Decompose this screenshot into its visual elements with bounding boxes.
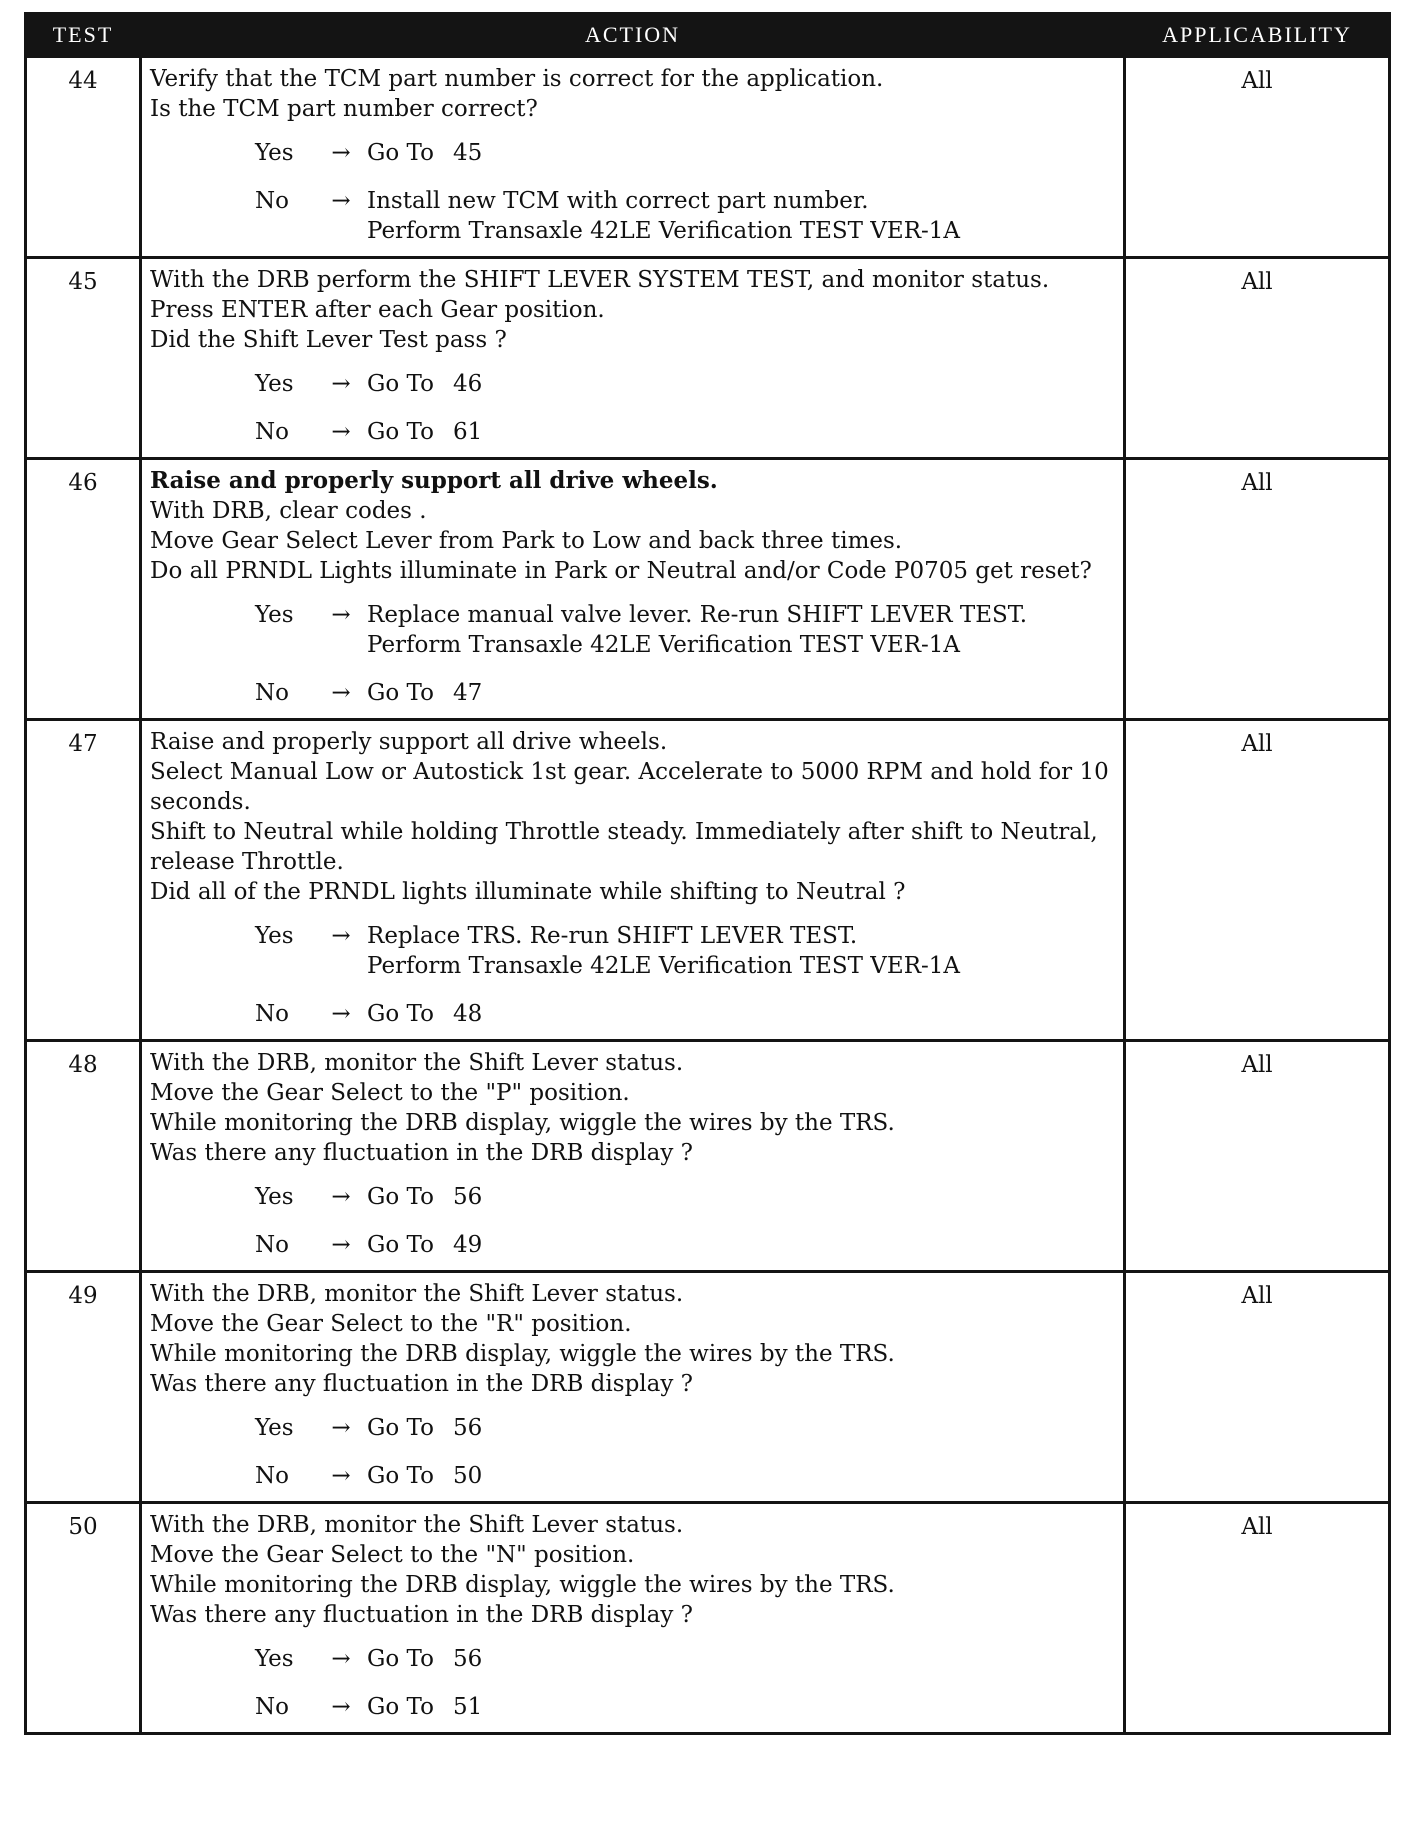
action-line: Move the Gear Select to the "N" position. (150, 1542, 635, 1568)
action-line: Did all of the PRNDL lights illuminate while shifting to Neutral ? (150, 879, 906, 905)
arrow-icon: → (331, 680, 351, 706)
diagnostic-test-table (24, 12, 1391, 1735)
arrow-icon: → (331, 140, 351, 166)
answer-label: Yes (255, 1184, 294, 1210)
action-line: With the DRB, monitor the Shift Lever status. (150, 1281, 684, 1307)
answer-label: Yes (255, 602, 294, 628)
goto-label: Go To (367, 1415, 434, 1441)
test-row (26, 57, 1390, 258)
applicability-cell: All (1125, 459, 1390, 720)
action-cell (141, 1272, 1125, 1503)
test-row (26, 720, 1390, 1041)
action-line: Raise and properly support all drive wheels. (150, 467, 718, 494)
test-number: 44 (26, 57, 141, 258)
action-line: Select Manual Low or Autostick 1st gear. Accelerate to 5000 RPM and hold for 10 seconds. (150, 759, 1109, 815)
test-number: 48 (26, 1041, 141, 1272)
answer-text-line: Replace TRS. Re-run SHIFT LEVER TEST. (367, 923, 858, 949)
answer-label: No (255, 1232, 289, 1258)
goto-target: 45 (453, 140, 483, 166)
arrow-icon: → (331, 1415, 351, 1441)
action-cell (141, 1503, 1125, 1734)
action-line: Raise and properly support all drive wheels. (150, 729, 668, 755)
answer-text (367, 1182, 1115, 1212)
test-row (26, 1503, 1390, 1734)
applicability-cell: All (1125, 720, 1390, 1041)
test-number: 49 (26, 1272, 141, 1503)
test-number: 46 (26, 459, 141, 720)
answer-text (367, 999, 1115, 1029)
test-number: 50 (26, 1503, 141, 1734)
goto-label: Go To (367, 371, 434, 397)
answer-text-line: Replace manual valve lever. Re-run SHIFT LEVER TEST. (367, 602, 1028, 628)
answer-label: Yes (255, 140, 294, 166)
answer-label: Yes (255, 371, 294, 397)
action-line: With the DRB, monitor the Shift Lever status. (150, 1512, 684, 1538)
answer-text-line: Perform Transaxle 42LE Verification TEST VER-1A (367, 953, 961, 979)
header-test: TEST (26, 14, 141, 57)
answer-no (255, 999, 1115, 1029)
answer-text (367, 921, 1115, 981)
answer-yes (255, 600, 1115, 660)
header-row (26, 14, 1390, 57)
answer-text (367, 600, 1115, 660)
applicability-cell: All (1125, 1272, 1390, 1503)
answer-block (255, 369, 1115, 447)
arrow-icon: → (331, 923, 351, 949)
answer-yes (255, 921, 1115, 981)
goto-target: 49 (453, 1232, 483, 1258)
answer-yes (255, 1182, 1115, 1212)
header-applicability: APPLICABILITY (1125, 14, 1390, 57)
action-cell (141, 720, 1125, 1041)
goto-target: 56 (453, 1184, 483, 1210)
answer-no (255, 1692, 1115, 1722)
goto-target: 47 (453, 680, 483, 706)
action-line: Press ENTER after each Gear position. (150, 297, 605, 323)
answer-block (255, 921, 1115, 1029)
answer-yes (255, 1413, 1115, 1443)
test-number: 45 (26, 258, 141, 459)
test-number: 47 (26, 720, 141, 1041)
arrow-icon: → (331, 1184, 351, 1210)
action-cell (141, 258, 1125, 459)
action-line: With the DRB, monitor the Shift Lever status. (150, 1050, 684, 1076)
answer-label: No (255, 1694, 289, 1720)
action-line: Was there any fluctuation in the DRB display ? (150, 1371, 693, 1397)
answer-block (255, 1182, 1115, 1260)
answer-yes (255, 138, 1115, 168)
action-line: Do all PRNDL Lights illuminate in Park or Neutral and/or Code P0705 get reset? (150, 558, 1092, 584)
action-line: Shift to Neutral while holding Throttle steady. Immediately after shift to Neutral, release Throttle. (150, 819, 1098, 875)
answer-yes (255, 369, 1115, 399)
test-row (26, 459, 1390, 720)
action-line: While monitoring the DRB display, wiggle the wires by the TRS. (150, 1110, 895, 1136)
goto-target: 61 (453, 419, 483, 445)
goto-target: 51 (453, 1694, 483, 1720)
answer-label: No (255, 1001, 289, 1027)
arrow-icon: → (331, 188, 351, 214)
goto-label: Go To (367, 1694, 434, 1720)
answer-label: No (255, 188, 289, 214)
answer-label: No (255, 419, 289, 445)
action-line: Move Gear Select Lever from Park to Low and back three times. (150, 528, 903, 554)
goto-label: Go To (367, 1001, 434, 1027)
arrow-icon: → (331, 1232, 351, 1258)
answer-text (367, 1692, 1115, 1722)
goto-label: Go To (367, 140, 434, 166)
answer-no (255, 1461, 1115, 1491)
goto-target: 56 (453, 1415, 483, 1441)
answer-text (367, 1461, 1115, 1491)
answer-label: Yes (255, 1646, 294, 1672)
goto-label: Go To (367, 1232, 434, 1258)
answer-text-line: Install new TCM with correct part number. (367, 188, 869, 214)
answer-label: No (255, 1463, 289, 1489)
goto-label: Go To (367, 419, 434, 445)
answer-block (255, 600, 1115, 708)
goto-target: 48 (453, 1001, 483, 1027)
answer-label: Yes (255, 923, 294, 949)
action-line: Move the Gear Select to the "R" position. (150, 1311, 632, 1337)
applicability-cell: All (1125, 258, 1390, 459)
action-cell (141, 459, 1125, 720)
goto-label: Go To (367, 680, 434, 706)
answer-text-line: Perform Transaxle 42LE Verification TEST VER-1A (367, 218, 961, 244)
action-line: Was there any fluctuation in the DRB display ? (150, 1602, 693, 1628)
action-line: With the DRB perform the SHIFT LEVER SYSTEM TEST, and monitor status. (150, 267, 1050, 293)
arrow-icon: → (331, 1694, 351, 1720)
arrow-icon: → (331, 1001, 351, 1027)
arrow-icon: → (331, 602, 351, 628)
action-line: While monitoring the DRB display, wiggle the wires by the TRS. (150, 1341, 895, 1367)
table-header (26, 14, 1390, 57)
answer-no (255, 186, 1115, 246)
answer-block (255, 1644, 1115, 1722)
answer-text (367, 1413, 1115, 1443)
goto-label: Go To (367, 1463, 434, 1489)
answer-no (255, 417, 1115, 447)
action-line: With DRB, clear codes . (150, 498, 427, 524)
goto-label: Go To (367, 1184, 434, 1210)
applicability-cell: All (1125, 57, 1390, 258)
answer-label: No (255, 680, 289, 706)
arrow-icon: → (331, 1463, 351, 1489)
test-row (26, 258, 1390, 459)
arrow-icon: → (331, 419, 351, 445)
action-line: Was there any fluctuation in the DRB display ? (150, 1140, 693, 1166)
goto-target: 56 (453, 1646, 483, 1672)
answer-text (367, 417, 1115, 447)
action-line: Did the Shift Lever Test pass ? (150, 327, 507, 353)
answer-text (367, 678, 1115, 708)
goto-label: Go To (367, 1646, 434, 1672)
answer-text (367, 138, 1115, 168)
answer-no (255, 1230, 1115, 1260)
action-line: Move the Gear Select to the "P" position. (150, 1080, 630, 1106)
test-row (26, 1272, 1390, 1503)
answer-text (367, 186, 1115, 246)
goto-target: 46 (453, 371, 483, 397)
action-line: Verify that the TCM part number is correct for the application. (150, 66, 884, 92)
arrow-icon: → (331, 371, 351, 397)
table-body (26, 57, 1390, 1734)
answer-text (367, 1230, 1115, 1260)
answer-block (255, 138, 1115, 246)
action-cell (141, 57, 1125, 258)
answer-text-line: Perform Transaxle 42LE Verification TEST VER-1A (367, 632, 961, 658)
action-line: While monitoring the DRB display, wiggle the wires by the TRS. (150, 1572, 895, 1598)
arrow-icon: → (331, 1646, 351, 1672)
answer-no (255, 678, 1115, 708)
action-line: Is the TCM part number correct? (150, 96, 538, 122)
answer-label: Yes (255, 1415, 294, 1441)
applicability-cell: All (1125, 1503, 1390, 1734)
answer-block (255, 1413, 1115, 1491)
answer-text (367, 1644, 1115, 1674)
answer-text (367, 369, 1115, 399)
action-cell (141, 1041, 1125, 1272)
goto-target: 50 (453, 1463, 483, 1489)
applicability-cell: All (1125, 1041, 1390, 1272)
test-row (26, 1041, 1390, 1272)
answer-yes (255, 1644, 1115, 1674)
header-action: ACTION (141, 14, 1125, 57)
